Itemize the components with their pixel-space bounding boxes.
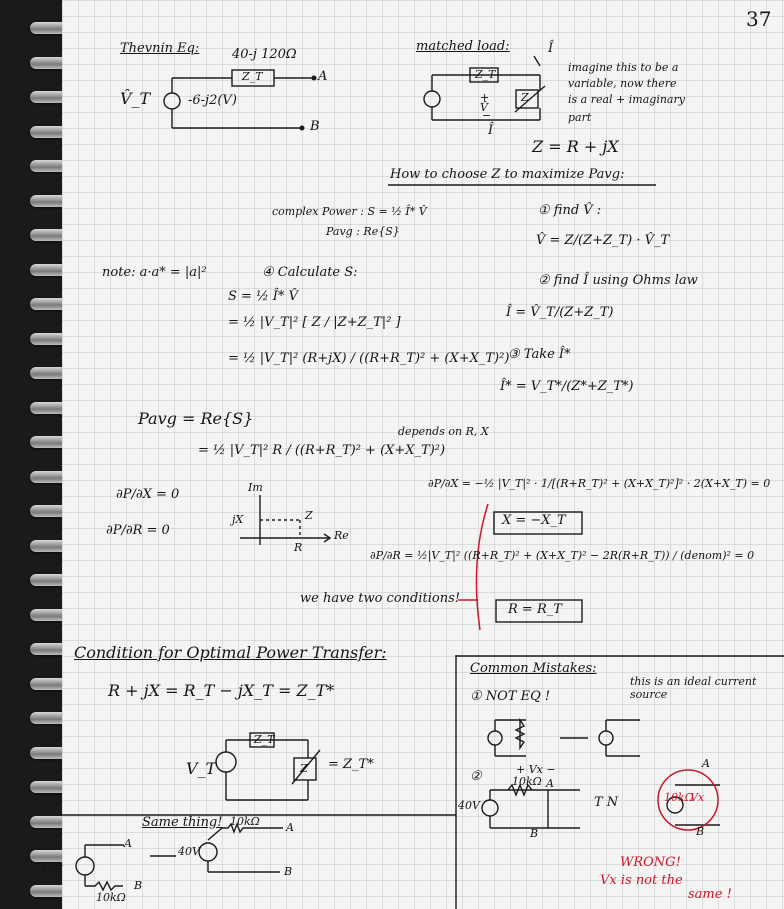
dpdr-zero: ∂P/∂R = 0 xyxy=(106,523,170,538)
howto-step2-eq: Î = V̂_T/(Z+Z_T) xyxy=(506,305,614,320)
mistake-vx-not: Vx is not the xyxy=(600,873,683,888)
mistake-ideal-note: this is an ideal current source xyxy=(630,675,757,701)
same-thing-title: Same thing! xyxy=(142,815,223,830)
matched-load-zt: Z_T xyxy=(475,68,496,81)
dpdx-zero: ∂P/∂X = 0 xyxy=(116,487,180,502)
axis-im: Im xyxy=(248,481,263,494)
thevenin-circuit xyxy=(164,70,317,131)
howto-title: How to choose Z to maximize Pavg: xyxy=(390,167,625,182)
howto-step1-eq: V̂ = Z/(Z+Z_T) · V̂_T xyxy=(536,233,670,248)
matched-load-z-eq: Z = R + jX xyxy=(532,137,619,156)
mistake-node-a: A xyxy=(546,777,554,790)
mistakes-title: Common Mistakes: xyxy=(470,661,597,676)
howto-s-line3: = ½ |V_T|² (R+jX) / ((R+R_T)² + (X+X_T)²) xyxy=(228,351,510,366)
mistake-node-b: B xyxy=(530,827,539,840)
howto-s-line2: = ½ |V_T|² [ Z / |Z+Z_T|² ] xyxy=(228,315,401,330)
thevenin-node-b: B xyxy=(310,119,320,134)
box-r-condition: R = R_T xyxy=(508,602,562,617)
mistake-src-40v: 40V xyxy=(458,799,480,812)
mistake-wrong: WRONG! xyxy=(620,855,681,870)
optimal-vt: V_T xyxy=(186,759,217,778)
mistake-2: ② xyxy=(470,769,482,784)
axis-re: Re xyxy=(334,529,349,542)
mistake-circle-node-b: B xyxy=(696,825,705,838)
optimal-eq: R + jX = R_T − jX_T = Z_T* xyxy=(108,681,335,700)
optimal-z: Z xyxy=(300,762,308,775)
mistake-vx-label: + Vx − xyxy=(516,763,556,776)
howto-pavg-line2: = ½ |V_T|² R / ((R+R_T)² + (X+X_T)²) xyxy=(198,443,446,458)
same-thing-src: 40V xyxy=(40,863,62,876)
matched-load-note-4: part xyxy=(568,111,592,124)
howto-complex-power: complex Power : S = ½ Î* V̂ xyxy=(272,205,427,218)
thevenin-source-value: -6-j2(V) xyxy=(188,93,237,108)
mistake-circle-node-a: A xyxy=(702,757,710,770)
howto-step4: ④ Calculate S: xyxy=(262,265,358,280)
dpdr-eq: ∂P/∂R = ½|V_T|² ((R+R_T)² + (X+X_T)² − 2R(R+R_T)) / (denom)² = 0 xyxy=(370,549,755,562)
mistake-tn: T N xyxy=(594,795,619,810)
thevenin-node-a: A xyxy=(318,69,328,84)
matched-load-note-2: variable, now there xyxy=(568,77,677,90)
optimal-z-eq: = Z_T* xyxy=(328,757,374,772)
mistake-res-10k: 10kΩ xyxy=(512,775,542,788)
matched-load-plus: + xyxy=(480,91,490,104)
thevenin-title: Thevnin Eq: xyxy=(120,41,200,56)
optimal-zt: Z_T xyxy=(254,733,275,746)
howto-s-line1: S = ½ Î* V̂ xyxy=(228,289,298,304)
axis-jx: jX xyxy=(232,513,244,526)
optimal-title: Condition for Optimal Power Transfer: xyxy=(74,643,387,662)
matched-load-note-1: imagine this to be a xyxy=(568,61,679,74)
same-thing-node-a-2: A xyxy=(286,821,294,834)
matched-load-note-3: is a real + imaginary xyxy=(568,93,685,106)
thevenin-z-label: Z_T xyxy=(242,70,263,83)
thevenin-source-label: V̂_T xyxy=(120,89,151,108)
two-conditions: we have two conditions! xyxy=(300,591,460,606)
box-x-condition: X = −X_T xyxy=(502,513,566,528)
dpdx-eq: ∂P/∂X = −½ |V_T|² · 1/[(R+R_T)² + (X+X_T)²]² · 2(X+X_T) = 0 xyxy=(428,477,771,490)
howto-pavg-line1: Pavg = Re{S} xyxy=(138,409,254,428)
matched-load-minus: − xyxy=(482,109,492,122)
same-thing-node-a: A xyxy=(124,837,132,850)
matched-load-vhat: V̂ xyxy=(480,101,488,114)
mistake-1: ① NOT EQ ! xyxy=(470,689,551,704)
mistake-same: same ! xyxy=(688,887,732,902)
page-number: 37 xyxy=(746,7,772,31)
complex-plane-sketch xyxy=(240,495,330,545)
axis-r: R xyxy=(294,541,303,554)
mistake-circle-10k: 10kΩ xyxy=(664,791,694,804)
howto-step2: ② find Î using Ohms law xyxy=(538,273,698,288)
thevenin-impedance: 40-j 120Ω xyxy=(232,47,297,62)
same-thing-res-bottom: 10kΩ xyxy=(96,891,126,904)
same-thing-res: 10kΩ xyxy=(230,815,260,828)
howto-step3-eq: Î* = V_T*/(Z*+Z_T*) xyxy=(500,379,634,394)
matched-load-title: matched load: xyxy=(416,39,510,54)
same-thing-node-b-2: B xyxy=(284,865,293,878)
axis-z: Z xyxy=(305,509,313,522)
mistake-circle-vx: Vx xyxy=(690,791,705,804)
same-thing-src-2: 40V xyxy=(178,845,200,858)
same-thing-node-b: B xyxy=(134,879,143,892)
howto-step3: ③ Take Î* xyxy=(508,347,571,362)
matched-load-z: Z xyxy=(521,91,529,104)
howto-step1: ① find V̂ : xyxy=(538,203,602,218)
howto-depends: depends on R, X xyxy=(398,425,489,438)
mistake-1-circuits xyxy=(488,720,640,756)
howto-note: note: a·a* = |a|² xyxy=(102,265,207,280)
matched-load-current: Î xyxy=(548,41,554,56)
matched-load-current-bottom: Î xyxy=(488,123,494,138)
howto-pavg-def: Pavg : Re{S} xyxy=(326,225,400,238)
